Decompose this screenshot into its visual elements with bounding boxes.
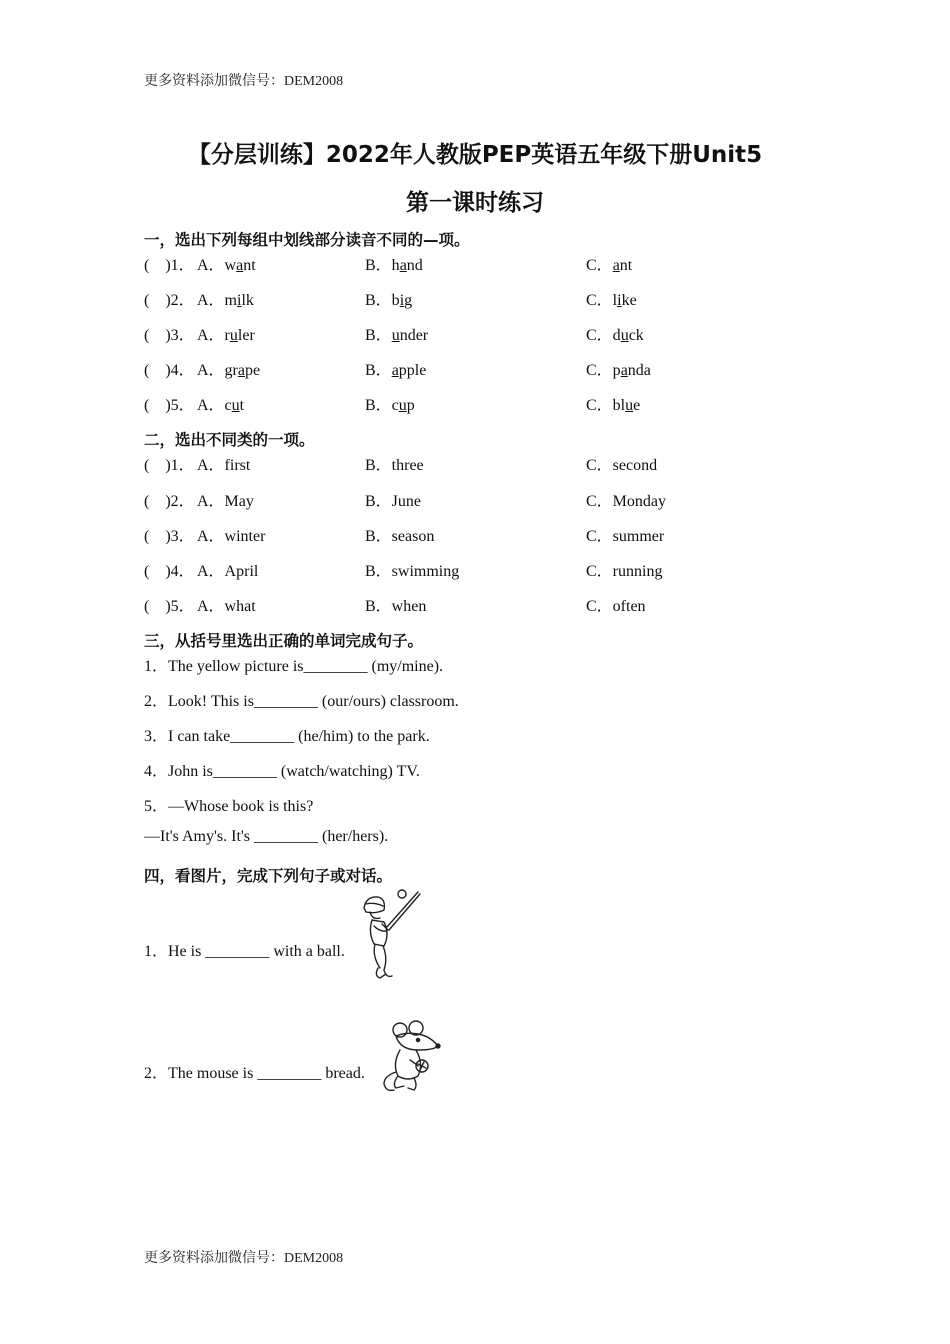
s1-question-row	[144, 392, 844, 416]
s3-sentence: 4．John is________ (watch/watching) TV.	[144, 763, 420, 780]
baseball-player-picture	[356, 886, 428, 982]
s3-sentence: 1．The yellow picture is________ (my/mine).	[144, 658, 444, 675]
question-number: ( )4．	[144, 362, 195, 379]
s4-sentence: 2．The mouse is ________ bread.	[144, 1065, 365, 1082]
option-a: A．winter	[197, 528, 266, 545]
question-number: ( )3．	[144, 528, 195, 545]
s1-question-row	[144, 287, 844, 311]
s3-sentence: 3．I can take________ (he/him) to the park.	[144, 728, 430, 745]
option-b: B．under	[365, 327, 429, 344]
s3-sentence: 5．—Whose book is this?	[144, 798, 314, 815]
question-number: ( )5．	[144, 397, 195, 414]
header-note: 更多资料添加微信号：DEM2008	[144, 74, 344, 89]
s1-question-row	[144, 357, 844, 381]
option-b: B．apple	[365, 362, 427, 379]
option-b: B．hand	[365, 257, 423, 274]
option-c: C．duck	[586, 327, 644, 344]
s2-question-row	[144, 593, 844, 617]
s3-sentence: 2．Look! This is________ (our/ours) classroom.	[144, 693, 459, 710]
option-b: B．when	[365, 598, 427, 615]
option-a: A．cut	[197, 397, 245, 414]
section4-heading: 四，看图片，完成下列句子或对话。	[144, 867, 393, 885]
section3-heading: 三，从括号里选出正确的单词完成句子。	[144, 632, 424, 650]
option-c: C．second	[586, 457, 658, 474]
s1-question-row	[144, 252, 844, 276]
option-c: C．often	[586, 598, 646, 615]
option-c: C．running	[586, 563, 663, 580]
option-a: A．milk	[197, 292, 254, 309]
option-a: A．April	[197, 563, 259, 580]
s1-question-row	[144, 322, 844, 346]
option-c: C．Monday	[586, 493, 667, 510]
question-number: ( )3．	[144, 327, 195, 344]
s3-sentence: —It's Amy's. It's ________ (her/hers).	[144, 828, 389, 845]
s2-question-row	[144, 523, 844, 547]
option-a: A．first	[197, 457, 251, 474]
question-number: ( )2．	[144, 292, 195, 309]
mouse-picture	[378, 1020, 444, 1096]
option-b: B．season	[365, 528, 435, 545]
question-number: ( )4．	[144, 563, 195, 580]
question-number: ( )1．	[144, 457, 195, 474]
s2-question-row	[144, 488, 844, 512]
option-b: B．swimming	[365, 563, 460, 580]
option-c: C．panda	[586, 362, 651, 379]
section1-heading: 一，选出下列每组中划线部分读音不同的—项。	[144, 231, 470, 249]
option-a: A．what	[197, 598, 256, 615]
footer-note: 更多资料添加微信号：DEM2008	[144, 1251, 344, 1266]
option-b: B．June	[365, 493, 422, 510]
question-number: ( )1．	[144, 257, 195, 274]
option-a: A．grape	[197, 362, 261, 379]
option-a: A．May	[197, 493, 254, 510]
option-b: B．cup	[365, 397, 415, 414]
option-a: A．ruler	[197, 327, 255, 344]
title-line-1: 【分层训练】2022年人教版PEP英语五年级下册Unit5	[187, 142, 763, 168]
option-a: A．want	[197, 257, 256, 274]
option-c: C．like	[586, 292, 637, 309]
option-c: C．blue	[586, 397, 641, 414]
section2-heading: 二，选出不同类的一项。	[144, 431, 315, 449]
s2-question-row	[144, 558, 844, 582]
s2-question-row	[144, 452, 844, 476]
option-c: C．summer	[586, 528, 665, 545]
option-b: B．big	[365, 292, 413, 309]
question-number: ( )2．	[144, 493, 195, 510]
question-number: ( )5．	[144, 598, 195, 615]
option-b: B．three	[365, 457, 424, 474]
title-line-2: 第一课时练习	[406, 190, 544, 216]
s4-sentence: 1．He is ________ with a ball.	[144, 943, 345, 960]
option-c: C．ant	[586, 257, 633, 274]
